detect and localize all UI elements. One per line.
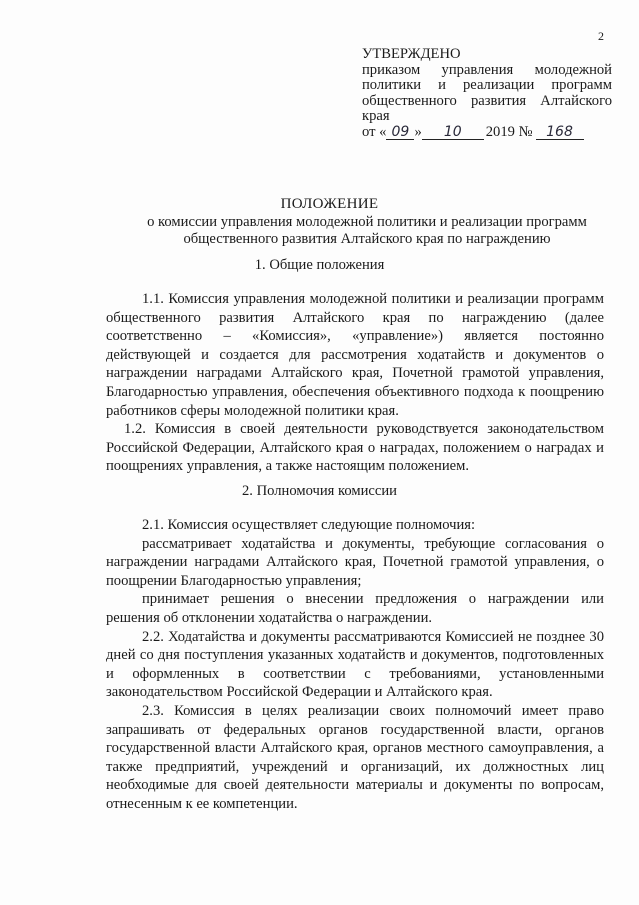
paragraph: принимает решения о внесении предложения о награждении или решения об отклонении ходатайства о награждении. — [106, 591, 604, 626]
document-subtitle: о комиссии управления молодежной политики и реализации программ общественного развития Алтайского края по награждению — [147, 213, 587, 247]
approval-heading: УТВЕРЖДЕНО — [362, 46, 461, 62]
section-1-body — [106, 290, 604, 476]
paragraph: 2.3. Комиссия в целях реализации своих полномочий имеет право запрашивать от федеральных органов государственной власти, органов государственной власти Алтайского края, органов местного самоуправления, а также предприятий, учреждений и организаций, их должностных лиц необходимые для своей деятельности материалы и документы по вопросам, отнесенным к ее компетенции. — [106, 702, 604, 812]
order-date-line — [362, 125, 612, 141]
approval-stamp — [362, 47, 612, 140]
approval-line: общественного развития Алтайского — [362, 92, 612, 109]
paragraph: 1.1. Комиссия управления молодежной политики и реализации программ общественного развития Алтайского края по награждению (далее соответственно – «Комиссия», «управление») является постоянно действующей и создается для рассмотрения ходатайств и документов о награждении наградами Алтайского края, Почетной грамотой управления, Благодарностью управления, обеспечения объективного подхода к поощрению работников сферы молодежной политики края. — [106, 291, 604, 419]
title-block — [0, 195, 639, 248]
approval-line: приказом управления молодежной — [362, 61, 612, 78]
document-title: ПОЛОЖЕНИЕ — [280, 196, 379, 212]
order-number: 168 — [536, 125, 584, 140]
order-month: 10 — [422, 125, 484, 140]
section-2-body — [106, 516, 604, 814]
approval-line: края — [362, 108, 390, 124]
approval-line: политики и реализации программ — [362, 77, 612, 93]
page-number: 2 — [598, 29, 604, 43]
paragraph: 2.1. Комиссия осуществляет следующие полномочия: — [142, 517, 476, 533]
section-2-heading: 2. Полномочия комиссии — [241, 483, 397, 499]
order-mid: » — [414, 123, 422, 140]
order-day: 09 — [386, 125, 414, 140]
section-1-heading: 1. Общие положения — [254, 257, 385, 273]
order-year: 2019 № — [485, 123, 533, 140]
paragraph: рассматривает ходатайства и документы, требующие согласования о награждении наградами Алтайского края, Почетной грамотой управления, о поощрении Благодарностью управления; — [106, 535, 604, 589]
paragraph: 2.2. Ходатайства и документы рассматриваются Комиссией не позднее 30 дней со дня поступления указанных ходатайств и документов, подготовленных и оформленных в соответствии с требованиями, установленными законодательством Российской Федерации и Алтайского края. — [106, 628, 604, 701]
order-prefix: от « — [362, 123, 387, 140]
paragraph: 1.2. Комиссия в своей деятельности руководствуется законодательством Российской Федерации, Алтайского края о наградах, положением о наградах и поощрениях управления, а также настоящим положением. — [106, 421, 604, 475]
